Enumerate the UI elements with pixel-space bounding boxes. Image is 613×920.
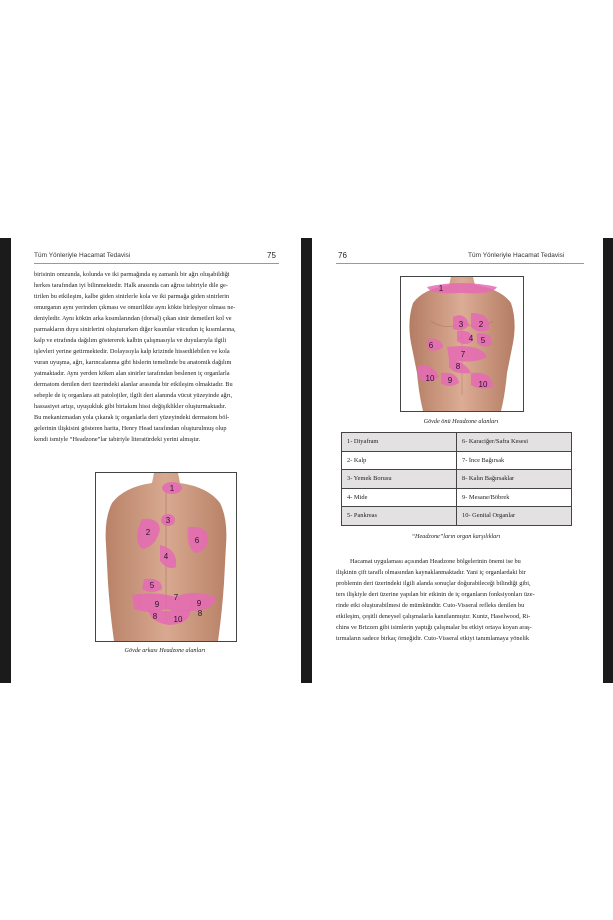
right-page [312, 238, 603, 683]
figure-caption: Gövde önü Headzone alanları [423, 418, 499, 425]
text-line: dermatom denilen deri üzerindeki alanlar arasında bir etkileşim olmaktadır. Bu [34, 381, 233, 388]
text-line: yatmaktadır. Aynı yerden köken alan sinirler tarafından beslenen iç organlarla [34, 370, 230, 377]
zone-number-label: 9 [447, 376, 453, 385]
organ-cell: 6- Karaciğer/Safra Kesesi [457, 433, 572, 452]
book-spread [0, 238, 613, 683]
text-line: etkileşim, çeşitli deneysel çalışmalarla kanıtlanmıştır. Kuntz, Haselwood, Ri- [336, 613, 531, 620]
header-rule [336, 263, 584, 264]
text-line: problemin deri üzerindeki ilgili alanda sonuçlar doğurabileceği bilindiği gibi, [336, 580, 531, 587]
organ-cell: 3- Yemek Borusu [342, 470, 457, 489]
zone-number-label: 4 [468, 334, 474, 343]
table-row [342, 507, 572, 526]
zone-number-label: 6 [428, 341, 434, 350]
table-caption: “Headzone”ların organ karşılıkları [411, 533, 501, 540]
zone-number-label: 8 [152, 612, 158, 621]
organ-cell: 2- Kalp [342, 451, 457, 470]
organ-cell: 1- Diyafram [342, 433, 457, 452]
zone-number-label: 7 [460, 350, 466, 359]
page-number: 76 [338, 251, 347, 260]
table-row [342, 433, 572, 452]
text-line: Hacamat uygulaması açısından Headzone bölgelerinin önemi ise bu [350, 558, 521, 565]
text-line: tirilen bu etkileşim, kalbe giden sinirlerle kola ve iki parmağa giden sinirlerin [34, 293, 230, 300]
body-paragraph [336, 556, 585, 644]
text-line: herkes tarafından iyi bilinmektedir. Halk arasında can ağrısı tabiriyle dile ge- [34, 282, 228, 289]
header-rule [34, 263, 279, 264]
organ-table-body [342, 433, 572, 526]
text-line: omurganın aynı yerinden çıkması ve omuriliktе aynı kökte birleşiyor olması ne- [34, 304, 236, 311]
front-torso-illustration [401, 277, 523, 411]
zone-number-label: 3 [165, 516, 171, 525]
table-row [342, 470, 572, 489]
zone-number-label: 10 [173, 615, 183, 624]
text-line: ilişkinin çift taraflı olmasından kaynaklanmaktadır. Yani iç organlardaki bir [336, 569, 526, 576]
text-line: birisinin omzunda, kolunda ve iki parmağında eş zamanlı bir ağrı oluşabildiği [34, 271, 230, 278]
zone-number-label: 10 [425, 374, 435, 383]
organ-cell: 5- Pankreas [342, 507, 457, 526]
zone-number-label: 2 [478, 320, 484, 329]
organ-cell: 7- İnce Bağırsak [457, 451, 572, 470]
figure-caption: Gövde arkası Headzone alanları [124, 647, 206, 654]
text-line: Bu mekanizmadan yola çıkarak iç organlarla deri yüzeyindeki dermatom böl- [34, 414, 230, 421]
text-line: rinde etki oluşturabilmesi de mümkündür. Cuto-Visseral refleks denilen bu [336, 602, 525, 609]
organ-cell: 9- Mesane/Böbrek [457, 488, 572, 507]
left-page [11, 238, 301, 683]
zone-number-label: 5 [480, 336, 486, 345]
organ-correspondence-table [341, 432, 572, 526]
text-line: parmakların duyu sinirlerini oluştururken diğer kısımlar vücudun iç kısımlarına, [34, 326, 236, 333]
text-line: tırmaların sadece birkaç örneğidir. Cuto-Visseral etkiyi tanımlamaya yönelik [336, 635, 530, 642]
organ-cell: 8- Kalın Bağırsaklar [457, 470, 572, 489]
organ-cell: 10- Genital Organlar [457, 507, 572, 526]
zone-number-label: 5 [149, 581, 155, 590]
text-line: vuran uyuşma, ağrı, karıncalanma gibi hislerin temelinde bu anatomik dağılım [34, 359, 232, 366]
organ-cell: 4- Mide [342, 488, 457, 507]
zone-number-label: 6 [194, 536, 200, 545]
body-paragraph [34, 269, 279, 445]
text-line: kendi ismiyle “Headzone”lar tabiriyle literatürdeki yerini almıştır. [34, 436, 201, 443]
zone-number-label: 10 [478, 380, 488, 389]
zone-number-label: 2 [145, 528, 151, 537]
text-line: chins ve Brizzen gibi isimlerin yaptığı çalışmalar bu etkiyi ortaya koyan araş- [336, 624, 532, 631]
zone-number-label: 7 [173, 593, 179, 602]
text-line: deniyledir. Aynı kökün arka kısımlarından (dorsal) çıkan sinir demetleri kol ve [34, 315, 232, 322]
running-head: Tüm Yönleriyle Hacamat Tedavisi [468, 252, 565, 259]
zone-number-label: 9 [154, 600, 160, 609]
text-line: sebeple de iç organlara ait patolojiler, ilgili deri alanında vücut yüzeyinde ağrı, [34, 392, 233, 399]
zone-number-label: 8 [197, 609, 203, 618]
table-row [342, 488, 572, 507]
page-number: 75 [267, 251, 276, 260]
text-line: hassasiyet artışı, uyuşukluk gibi birtakım hissi değişiklikler oluşturmaktadır. [34, 403, 227, 410]
front-headzone-figure [400, 276, 524, 412]
zone-number-label: 9 [196, 599, 202, 608]
back-headzone-figure [95, 472, 237, 642]
zone-number-label: 1 [438, 284, 444, 293]
text-line: kalp ve etrafında dağılım göstererek kalbin çalışmasıyla ve duyularıyla ilgili [34, 337, 227, 344]
text-line: ters ilişkiyle deri üzerine yapılan bir etkinin de iç organların fonksiyonları üze- [336, 591, 535, 598]
zone-number-label: 1 [169, 484, 175, 493]
text-line: işlevleri yerine getirmektedir. Dolayısıyla kalp krizinde hissedilebilen ve kola [34, 348, 230, 355]
text-line: gelerinin ilişkisini gösteren harita, Henry Head tarafından oluşturulmuş olup [34, 425, 227, 432]
zone-number-label: 8 [455, 362, 461, 371]
back-torso-illustration [96, 473, 236, 641]
zone-number-label: 4 [163, 552, 169, 561]
running-head: Tüm Yönleriyle Hacamat Tedavisi [34, 252, 131, 259]
zone-number-label: 3 [458, 320, 464, 329]
table-row [342, 451, 572, 470]
